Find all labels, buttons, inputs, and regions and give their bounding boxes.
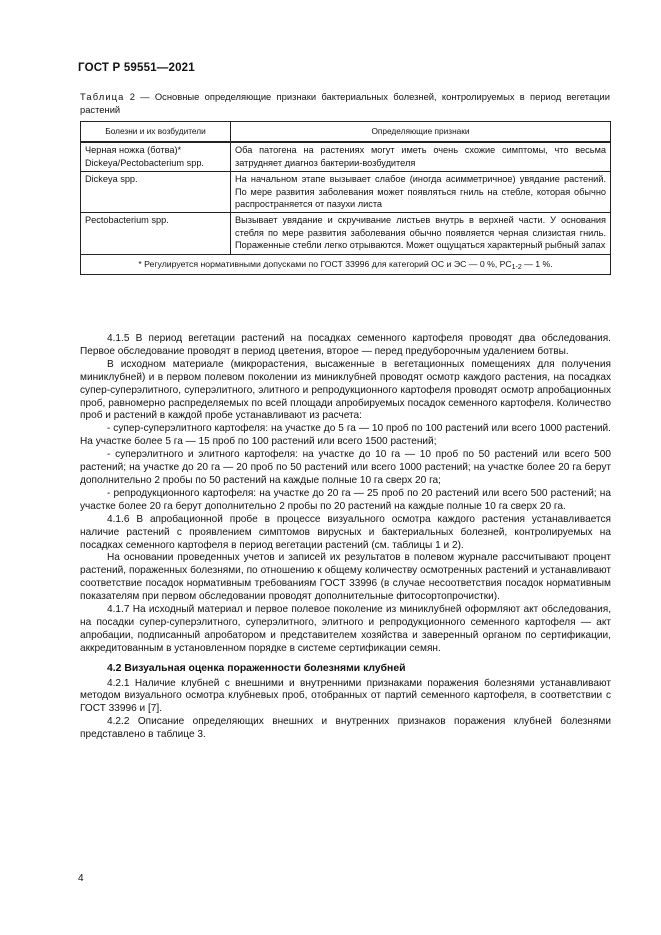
disease-cell [81, 213, 231, 254]
paragraph-source-material: В исходном материале (микрорастения, высаженные в вегетационных помещениях для получения миниклубней) и в первом полевом поколении из миниклубней проводят осмотр каждого растения, на посадках супер-суперэлитного, суперэлитного, элитного и репродукционного картофеля проводят осмотр апробационных проб, равномерно распределяемых по всей площади апробируемых посадок семенного картофеля. Количество проб и растений в каждой пробе устанавливают из расчета: [80, 358, 611, 422]
table-caption [80, 91, 610, 116]
table-footnote-row [81, 254, 611, 274]
footnote-end: — 1 %. [521, 258, 553, 269]
table-footnote [81, 254, 611, 274]
pathogen-name: Dickeya/Pectobacterium spp. [85, 157, 204, 168]
signs-cell: Оба патогена на растениях могут иметь очень схожие симптомы, что весьма затрудняет диагноз бактерии-возбудителя [231, 142, 611, 171]
table-header-row [81, 122, 611, 143]
paragraph-4-1-5: 4.1.5 В период вегетации растений на посадках семенного картофеля проводят два обследования. Первое обследование проводят в период цветения, второе — перед предуборочным удалением ботвы. [80, 333, 611, 357]
disease-name: Черная ножка (ботва)* [85, 145, 182, 156]
pathogen-name: Pectobacterium spp. [85, 215, 169, 226]
paragraph-calculation-basis: На основании проведенных учетов и записей их результатов в полевом журнале рассчитывают процент растений, пораженных болезнями, по отношению к общему количеству осмотренных растений и устанавливают соответствие посадок нормативным требованиям ГОСТ 33996 (в случае несоответствия посадок нормативным показателям при первом обследовании проводят дополнительные фитосортопрочистки). [80, 552, 611, 603]
page-number: 4 [78, 873, 84, 884]
table-row [81, 172, 611, 213]
table-row [81, 213, 611, 254]
disease-cell [81, 172, 231, 213]
table-caption-label: Таблица [80, 91, 125, 102]
table-row [81, 142, 611, 171]
col-header-diseases: Болезни и их возбудители [81, 122, 231, 143]
paragraph-4-1-7: 4.1.7 На исходный материал и первое полевое поколение из миниклубней оформляют акт обследования, на посадки супер-суперэлитного, суперэлитного, элитного и репродукционного семенного картофеля — акт апробации, подписанный апробатором и представителем хозяйства и заверенный органом по сертификации, аккредитованным в установленном порядке в системе сертификации семян. [80, 604, 611, 654]
section-heading-4-2: 4.2 Визуальная оценка пораженности болезнями клубней [107, 662, 406, 674]
table-caption-text: 2 — Основные определяющие признаки бактериальных болезней, контролируемых в период вегетации растений [80, 91, 610, 115]
footnote-text: * Регулируется нормативными допусками по ГОСТ 33996 для категорий ОС и ЭС — 0 %, РС [138, 258, 512, 269]
pathogen-name: Dickeya spp. [85, 174, 138, 185]
paragraph-4-2-1: 4.2.1 Наличие клубней с внешними и внутренними признаками поражения болезнями устанавливают методом визуального осмотра клубневых проб, отобранных от партий семенного картофеля, в соответствии с ГОСТ 33996 и [7]. [80, 677, 611, 715]
paragraph-4-1-6: 4.1.6 В апробационной пробе в процессе визуального осмотра каждого растения устанавливается наличие растений с проявлением симптомов вирусных и бактериальных болезней, контролируемых на посадках семенного картофеля в период вегетации растений (см. таблицы 1 и 2). [80, 513, 611, 551]
list-item: - супер-суперэлитного картофеля: на участке до 5 га — 10 проб по 100 растений или всего 1000 растений. На участке более 5 га — 15 проб по 100 растений или всего 1500 растений; [80, 423, 611, 448]
body-text [80, 333, 611, 742]
list-item: - суперэлитного и элитного картофеля: на участке до 10 га — 10 проб по 50 растений или всего 500 растений; на участке до 20 га — 20 проб по 50 растений или всего 1000 растений; на участке более 20 га берут дополнительно 2 пробы по 50 растений на каждые полные 10 га сверх 20 га; [80, 449, 611, 486]
disease-cell [81, 142, 231, 171]
bacterial-diseases-table [80, 121, 611, 275]
paragraph-4-2-2: 4.2.2 Описание определяющих внешних и внутренних признаков поражения клубней болезнями представлено в таблице 3. [80, 716, 611, 741]
signs-cell: На начальном этапе вызывает слабое (иногда асимметричное) увядание растений. По мере развития заболевания может появляться гниль на стебле, которая обычно распространяется от пазухи листа [231, 172, 611, 213]
document-standard-id: ГОСТ Р 59551—2021 [78, 62, 195, 74]
footnote-subscript: 1-2 [511, 263, 522, 271]
signs-cell: Вызывает увядание и скручивание листьев внутрь в верхней части. У основания стебля по мере развития заболевания обычно появляется черная слизистая гниль. Пораженные стебли легко отрываются. Может ощущаться характерный рыбный запах [231, 213, 611, 254]
col-header-signs: Определяющие признаки [231, 122, 611, 143]
list-item: - репродукционного картофеля: на участке до 20 га — 25 проб по 20 растений или всего 500 растений; на участке более 20 га берут дополнительно 2 пробы по 20 растений на каждые полные 10 га сверх 20 га. [80, 487, 611, 512]
